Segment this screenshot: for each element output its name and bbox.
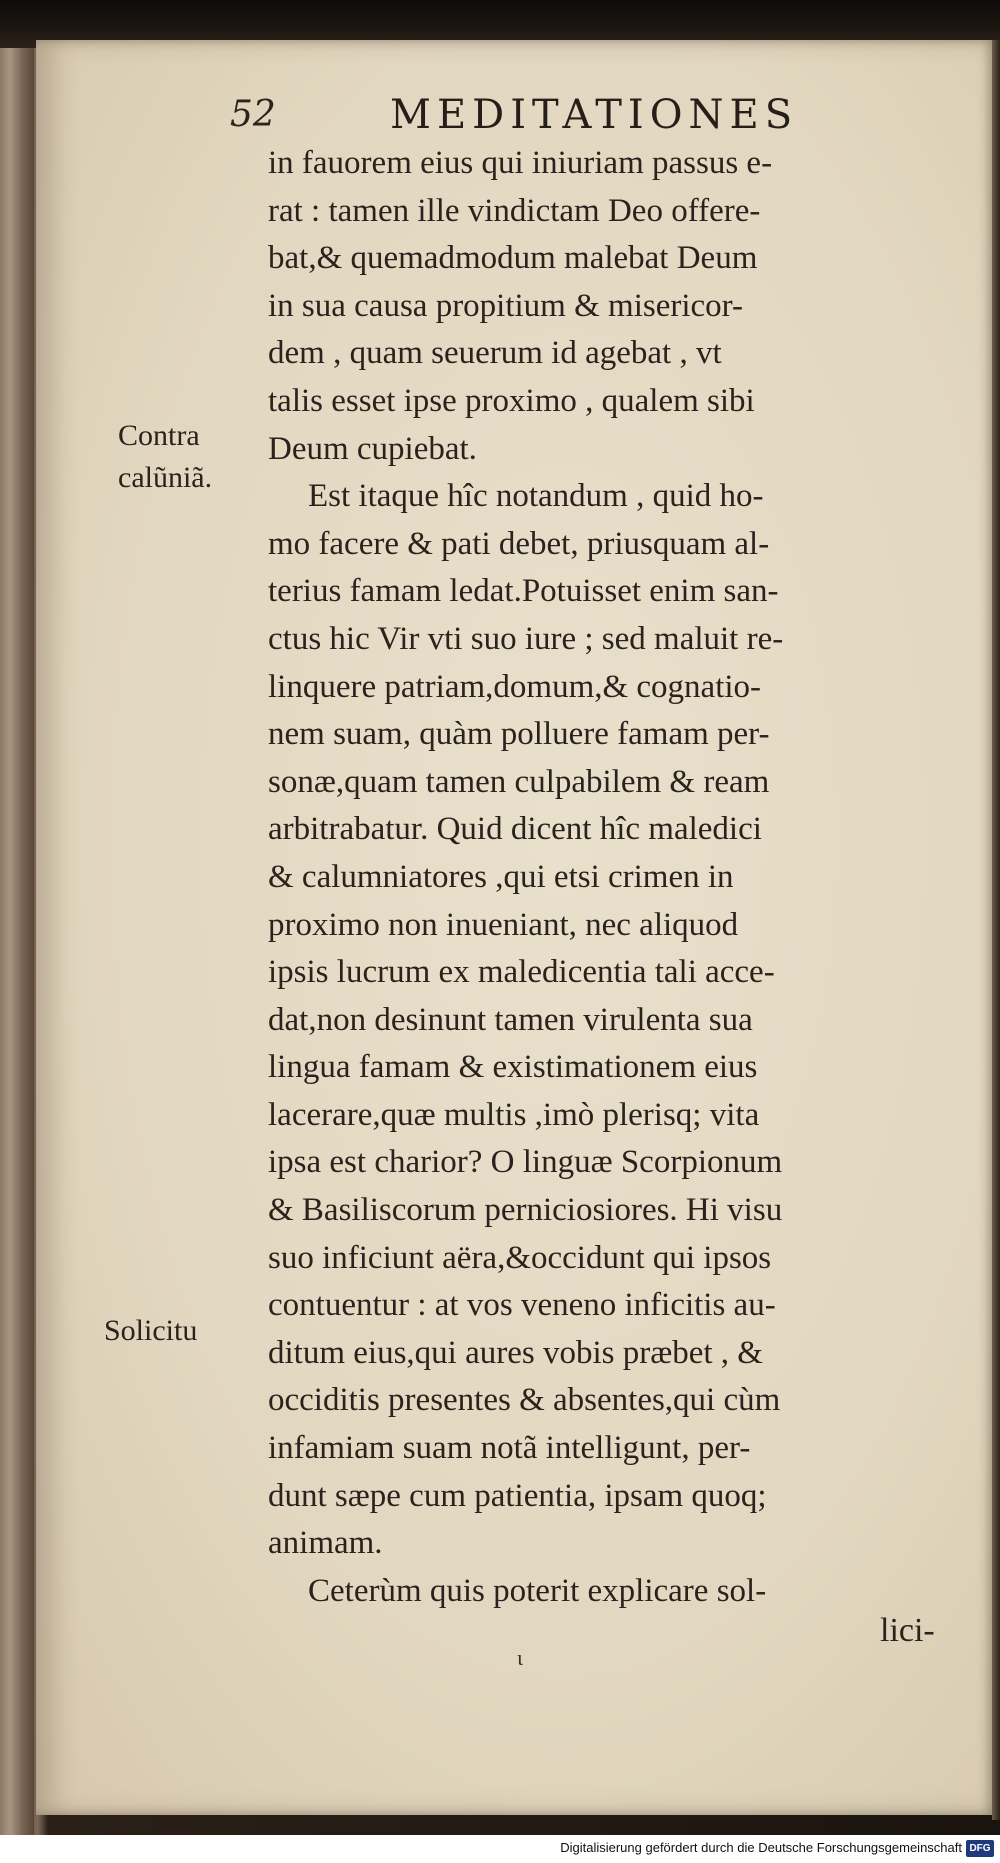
- margin-note-solicitu: Solicitu: [104, 1314, 198, 1347]
- text-line: & Basiliscorum perniciosiores. Hi visu: [268, 1192, 783, 1229]
- text-line: dem , quam seuerum id agebat , vt: [268, 335, 722, 372]
- text-line: dat,non desinunt tamen virulenta sua: [268, 1001, 753, 1038]
- text-line: ctus hic Vir vti suo iure ; sed maluit re-: [268, 620, 784, 657]
- text-line: in sua causa propitium & misericor-: [268, 287, 743, 324]
- text-line: in fauorem eius qui iniuriam passus e-: [268, 145, 773, 181]
- margin-note-contra: [118, 420, 212, 494]
- margin-note-line: calũniã.: [118, 461, 213, 494]
- text-line: linquere patriam,domum,& cognatio-: [268, 668, 762, 705]
- text-line: occiditis presentes & absentes,qui cùm: [268, 1382, 781, 1419]
- body-text: [268, 140, 948, 1615]
- text-line: dunt sæpe cum patientia, ipsam quoq;: [268, 1477, 767, 1514]
- margin-note-line: Contra: [118, 419, 200, 452]
- text-line: lingua famam & existimationem eius: [268, 1049, 758, 1086]
- text-line: suo inficiunt aëra,&occidunt qui ipsos: [268, 1239, 772, 1276]
- text-line: ipsis lucrum ex maledicentia tali acce-: [268, 954, 775, 991]
- text-line: animam.: [268, 1525, 383, 1562]
- text-line: Deum cupiebat.: [268, 430, 477, 467]
- text-line: ipsa est charior? O linguæ Scorpionum: [268, 1144, 783, 1181]
- text-line: ditum eius,qui aures vobis præbet , &: [268, 1334, 763, 1371]
- text-line: mo facere & pati debet, priusquam al-: [268, 525, 770, 562]
- page-number: 52: [230, 94, 276, 135]
- text-line: & calumniatores ,qui etsi crimen in: [268, 858, 734, 895]
- text-line: bat,& quemadmodum malebat Deum: [268, 240, 758, 277]
- text-line: terius famam ledat.Potuisset enim san-: [268, 573, 779, 610]
- footer-credit: Digitalisierung gefördert durch die Deutsche Forschungsgemeinschaft: [560, 1840, 962, 1855]
- text-line: contuentur : at vos veneno inficitis au-: [268, 1287, 776, 1324]
- text-line: proximo non inueniant, nec aliquod: [268, 906, 739, 943]
- book-spine: [0, 48, 34, 1835]
- text-line: sonæ,quam tamen culpabilem & ream: [268, 763, 770, 800]
- text-line: talis esset ipse proximo , qualem sibi: [268, 382, 755, 419]
- text-line: infamiam suam notã intelligunt, per-: [268, 1430, 751, 1467]
- catchword: lici-: [880, 1612, 935, 1649]
- text-line: Ceterùm quis poterit explicare sol-: [308, 1572, 767, 1609]
- text-line: arbitrabatur. Quid dicent hîc maledici: [268, 811, 762, 848]
- signature-mark: ι: [517, 1645, 523, 1670]
- text-line: Est itaque hîc notandum , quid ho-: [308, 478, 764, 515]
- running-head: MEDITATIONES: [390, 92, 799, 138]
- page-right-edge: [992, 40, 1000, 1820]
- dfg-logo: DFG: [966, 1840, 994, 1857]
- text-line: lacerare,quæ multis ,imò plerisq; vita: [268, 1096, 760, 1133]
- text-line: rat : tamen ille vindictam Deo offere-: [268, 192, 761, 229]
- text-line: nem suam, quàm polluere famam per-: [268, 716, 770, 753]
